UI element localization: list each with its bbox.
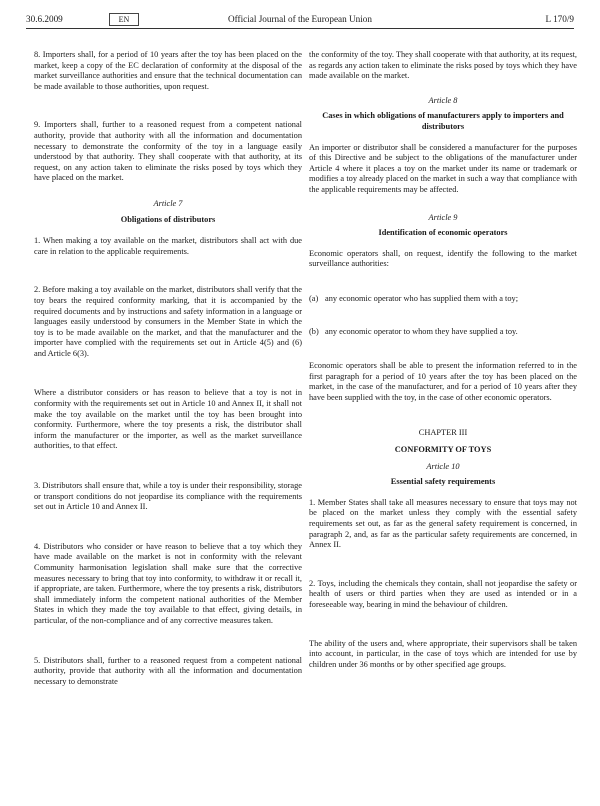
article-8-number: Article 8	[428, 95, 458, 105]
chapter-number: CHAPTER III	[418, 428, 468, 438]
list-item-b	[309, 327, 577, 338]
paragraph-9: 9. Importers shall, further to a reasoned request from a competent national authority, provide that authority with all the information and documentation necessary to demonstrate the conformity of the toy in a language easily understood by that authority. They shall cooperate with that authority, at its request, on any action taken to eliminate the risks posed by toys which they have placed on the market.	[34, 120, 302, 183]
right-column	[309, 50, 577, 670]
article-9-closing: Economic operators shall be able to present the information referred to in the first paragraph for a period of 10 years after the toy has been placed on the market, in the case of the manufacturer, and for a period of 10 years after they have been supplied with the toy, in the case of other economic operators.	[309, 361, 577, 402]
paragraph-8: 8. Importers shall, for a period of 10 years after the toy has been placed on the market, keep a copy of the EC declaration of conformity at the disposal of the market surveillance authorities and ensure that the technical documentation can be made available to those authorities, upon request.	[34, 50, 302, 91]
list-item-a	[309, 294, 577, 305]
paragraph-7-4: 4. Distributors who consider or have reason to believe that a toy which they have made available on the market is not in conformity with the relevant Community harmonisation legislation shall make sure that the corrective measures necessary to bring that toy into conformity, to withdraw it or recall it, if appropriate, are taken. Furthermore, where the toy presents a risk, distributors shall immediately inform the competent national authorities of the Member States in which they made the toy available to that effect, giving details, in particular, of the non-compliance and of any corrective measures taken.	[34, 541, 302, 625]
article-7-number: Article 7	[153, 198, 183, 208]
paragraph-continued: the conformity of the toy. They shall cooperate with that authority, at its request, as regards any action taken to eliminate the risks posed by toys which they have made available on the market.	[309, 50, 578, 81]
article-8-title: Cases in which obligations of manufacturers apply to importers and distributors	[322, 111, 564, 131]
paragraph-7-2: 2. Before making a toy available on the market, distributors shall verify that the toy bears the required conformity marking, that it is accompanied by the required documents and by instructions and safety information in a language or languages easily understood by consumers in the Member State in which the toy is to be made available on the market, and that the manufacturer and the importer have complied with the requirements set out in Article 4(5) and (6) and Article 6(3).	[34, 285, 302, 358]
language-badge: EN	[109, 13, 139, 26]
paragraph-10-2: 2. Toys, including the chemicals they contain, shall not jeopardise the safety or health of users or third parties when they are used as intended or in a foreseeable way, bearing in mind the behaviour of children.	[309, 578, 577, 609]
paragraph-7-1: 1. When making a toy available on the market, distributors shall act with due care in relation to the applicable requirements.	[34, 236, 302, 256]
journal-title: Official Journal of the European Union	[228, 14, 372, 24]
paragraph-10-2-continued: The ability of the users and, where appropriate, their supervisors shall be taken into account, in particular, in the case of toys which are intended for use by children under 36 months or by other specified age groups.	[309, 638, 577, 669]
list-text-a: any economic operator who has supplied them with a toy;	[325, 293, 519, 303]
chapter-title: CONFORMITY OF TOYS	[394, 445, 492, 455]
left-column	[34, 50, 302, 687]
list-marker-a: (a)	[309, 293, 319, 303]
paragraph-7-3: 3. Distributors shall ensure that, while a toy is under their responsibility, storage or transport conditions do not jeopardise its compliance with the requirements set out in Article 10 and Annex II.	[34, 481, 302, 512]
header-rule	[26, 28, 574, 29]
paragraph-7-2-continued: Where a distributor considers or has reason to believe that a toy is not in conformity with the requirements set out in Article 10 and Annex II, it shall not make the toy available on the market until the toy has been brought into conformity. Furthermore, where the toy presents a risk, the distributor shall inform the manufacturer or the importer, as well as the market surveillance authorities, to that effect.	[34, 388, 302, 451]
article-10-number: Article 10	[426, 461, 460, 471]
article-8-text: An importer or distributor shall be considered a manufacturer for the purposes of this Directive and be subject to the obligations of the manufacturer under Article 4 where it places a toy on the market under its name or trademark or modifies a toy already placed on the market in such a way that compliance with the applicable requirements may be affected.	[309, 142, 577, 194]
article-10-title: Essential safety requirements	[390, 477, 496, 487]
paragraph-7-5: 5. Distributors shall, further to a reasoned request from a competent national authority, provide that authority with all the information and documentation necessary to demonstrate	[34, 655, 302, 686]
article-9-number: Article 9	[428, 212, 458, 222]
header-date: 30.6.2009	[26, 14, 63, 24]
article-9-title: Identification of economic operators	[378, 228, 508, 238]
article-9-intro: Economic operators shall, on request, identify the following to the market surveillance authorities:	[309, 248, 577, 269]
list-text-b: any economic operator to whom they have supplied a toy.	[325, 326, 518, 336]
paragraph-10-1: 1. Member States shall take all measures necessary to ensure that toys may not be placed on the market unless they comply with the essential safety requirements set out, as far as the general safety requirement is concerned, in paragraph 2, and, as far as the particular safety requirements are concerned, in Annex II.	[309, 497, 577, 550]
page-reference: L 170/9	[545, 14, 574, 24]
article-7-title: Obligations of distributors	[120, 214, 216, 224]
list-marker-b: (b)	[309, 326, 319, 336]
